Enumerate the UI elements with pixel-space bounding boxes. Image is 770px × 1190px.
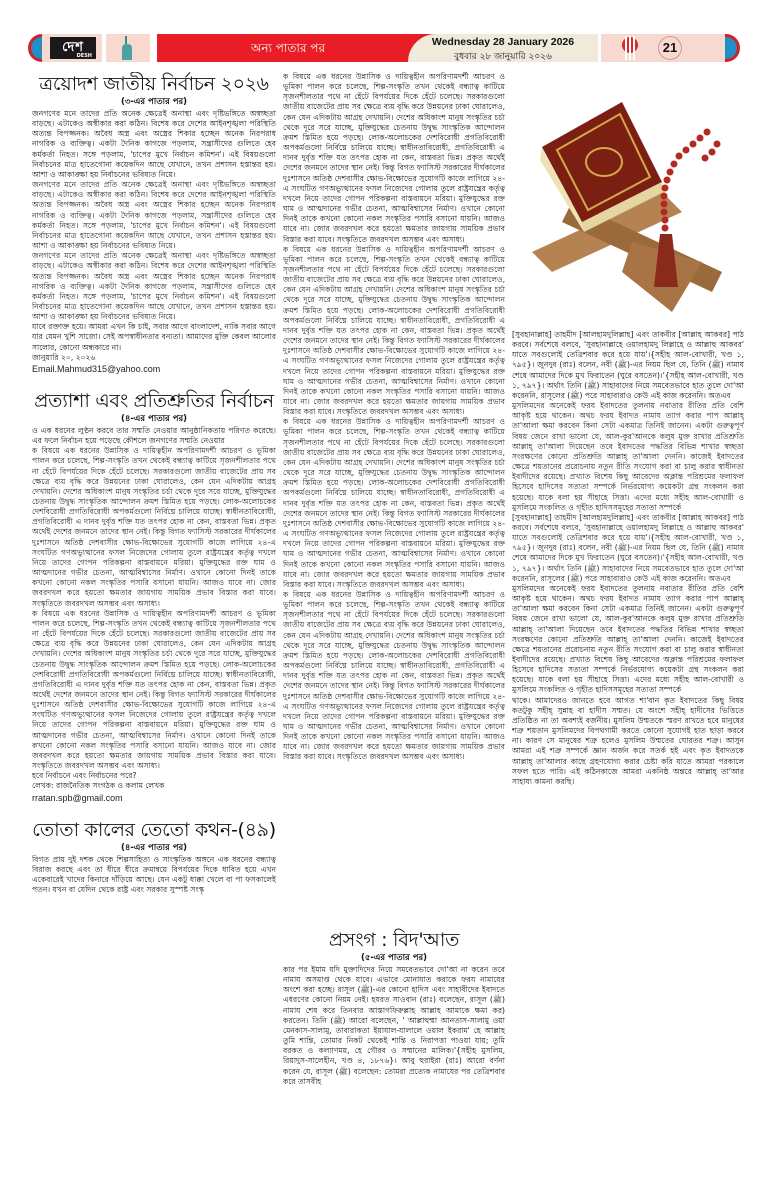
article-1-email[interactable]: Email.Mahmud315@yahoo.com <box>32 363 161 374</box>
article-5-mid: মুসলিমদের অনেকেই ফরয ইবাদতের তুলনায় নবাতার রীতির প্রতি বেশি আকৃষ্ট হয়ে থাকেন। অথচ ফরয ইবাদত নামায ত্যাগ করার পাপ আল্লাহ্ তা'আলা ক্ষমা করবেন কিনা সেটা একমাত্র তিনিই জানেন। একটা গুরুত্বপূর্ণ বিষয় জেনে রাখা ভালো যে, আল-কুর'আনকে কলুষ মুক্ত রাখার প্রতিশ্রুতি আল্লাহ্ তা'আলা দিয়েছেন তবে ইবাদতের পদ্ধতির বিভিন্ন শাখার স্বচ্ছতা সংরক্ষণের কোনো প্রতিশ্রুতি আল্লাহ্ তা'আলা দেননি। কাজেই ইবাদতের ক্ষেত্রে শয়তানের প্ররোচনায় নতুন রীতি সংযোগ করা বা চালু করার স্বাধীনতা ইবাদীদের রয়েছে। প্রখ্যাত বিশেষ কিছু আবেদের অক্লান্ত পরিশ্রমের ফলাফল হিসেবে হাদিসের সত্যতা সম্পর্কে নির্ভরযোগ্য কয়েকটা গ্রন্থ সংকলন করা হয়েছে। যাকে বলা হয় সীহাহে সিত্তা। এদের মধ্যে সহীহ আল-বোখারী ও মুসলিমে সংকলিত ও গৃহীত হাদিসসমূহের সত্যতা সম্পর্কে <box>512 583 744 695</box>
logo[interactable] <box>42 34 102 62</box>
article-5-ending: থাকে। আমাদেরও জানতে হবে আগত শা'বান কৃত ইবাদতের কিছু বিষয় কতটুকু সহীহ্ সুন্নাহ বা হাদীস সম্মত। যে অংশে সহীহ্ হাদীসের ভিত্তিতে প্রতিষ্ঠিত না তা অবশ্যই বর্জনীয়। মুসলিম উম্মতকে স্মরণ রাখতে হবে মানুষের শত্রু শয়তান মুসলিমদের বিপথগামী করতে কোনো সুযোগই হাত ছাড়া করবে না। কারণ সে মানুষের শত্রু হলেও মুসলিম উম্মতের ঘোরতর শত্রু। আসুন আমরা এই শত্রু সম্পর্কে জ্ঞান অর্জন করে সতর্ক হই এবং কৃত ইবাদতকে আল্লাহ্ তা'আলার কাছে গ্রহণযোগ্য করার চেষ্টা করি যাতে আমরা পরকালে সফল হতে পারি। এই কঠিনকাজে আমরা একনিষ্ঠ অন্তরে আল্লাহ্ তা'আর সাহায্য কামনা করছি। <box>512 695 744 786</box>
article-3-continued-body-2: ক বিষয়ে এক ধরনের উন্নাসিক ও দায়িত্বহীন অপরিণামদর্শী আচরণ ও ভূমিকা পালন করে চলেছে, শিল্প-সংস্কৃতি তখন থেকেই বন্ধ্যাত্ব কাটিয়ে সৃজনশীলতার পথে না হেঁটে বিপর্যয়ের দিকে হেঁটে চলেছে। সরকারগুলো জাতীয় বাজেটের প্রায় সব ক্ষেত্রে ব্যয় বৃদ্ধি করে উন্নয়নের ঢাকা ঘোরালেও, কেন যেন এদিকটায় আগ্রহ দেখায়নি। দেশের অধিকাংশ মানুষ সংস্কৃতির চর্চা থেকে দূরে সরে যাচ্ছে, মুক্তিযুদ্ধের চেতনায় উদ্বুদ্ধ সাংস্কৃতিক আন্দোলন ক্রমশ স্তিমিত হয়ে পড়ছে। লোক-অলোচকের দেশবিরোধী প্রগতিবিরোধী অপকর্মগুলো নির্বিঘ্নে চালিয়ে যাচ্ছে। স্বাধীনতাবিরোধী, প্রগতিবিরোধী এ দানব দুর্বৃত্ত শক্তি যত তৎপর হোক না কেন, বাস্তবতা ভিন্ন। প্রকৃত অর্থেই দেশের জনমনে তাদের স্থান নেই। কিন্তু বিগত ফ্যাসিস্ট সরকারের দীর্ঘকালের দুঃশাসনে অতিষ্ঠ দেশবাসীর ক্ষোভ-বিক্ষোভের সুযোগটি কাজে লাগিয়ে ২৪-এ সংঘটিত গণঅভ্যুত্থানের ফসল নিজেদের গোলায় তুলে রাষ্ট্রযন্ত্রের কর্তৃত্ব দখলে নিয়ে তাদের গোপন পরিকল্পনা বাস্তবায়নে মরিয়া। মুক্তিযুদ্ধের রক্ত ঘাম ও আত্মদানের গভীর চেতনা, আত্মবিশ্বাসের নির্মাণ। ওখানে কোনো দিনই তাকে কখনো কোনো নকল সংস্কৃতির পসারি বসানো যায়নি। আজও যাবে না। জোর জবরদখল করে হয়তো ক্ষমতার জায়গায় সাময়িক প্রভাব বিস্তার করা যাবে। সংস্কৃতিতে জবরদখল অসম্ভব এবং অসাধ্য। <box>283 244 505 417</box>
statue-of-liberty-icon <box>106 34 150 62</box>
article-1-continued: (৩-এর পাতার পর) <box>120 97 188 107</box>
article-2-author: লেখক: রাজনৈতিক সংগঠক ও কলাম লেখক <box>32 781 165 791</box>
header-left-cap <box>28 34 42 62</box>
article-2-headline: প্রত্যাশা এবং প্রতিশ্রুতির নির্বাচন <box>34 389 274 412</box>
article-3-continued: (৪-এর পাতার পর) <box>120 842 188 853</box>
logo-sub: DESH <box>76 53 92 59</box>
page-header <box>28 34 740 62</box>
article-1-body-continued: জনগণের মনে তাদের প্রতি অনেক ক্ষেত্রেই অনাস্থা এবং দৃষ্টিভঙ্গিতে অস্বচ্ছতা বাড়ছে। এটাকেও অস্বীকার করা কঠিন। বিশেষ করে দেশের আইনশৃঙ্খলা পরিস্থিতি অত্যন্ত বিপজ্জনক। অবৈধ অস্ত্র এবং অস্ত্রের শিকার হচ্ছেন অনেক নিরপরাধ নাগরিক ও ব্যক্তিত্ব। একটা দৈনিক কাগজে পড়লাম, সন্ত্রাসীদের গুলিতে হেব কর্মকর্তা নিহত। সঙ্গে পড়লাম, 'চাপের মুখে নির্বাচন কমিশন'। এই বিষয়গুলো নির্বাচনের মাত্র হাতেগোনা কয়েকদিন আছে যেখানে, তখন প্রশাসন হস্তান্তর হয়। আশা ও আকাঙ্ক্ষা হয় নির্বাচনের ভবিষ্যত নিয়ে। <box>32 180 276 251</box>
article-2-closing: হবে নির্বাচনে এবং নির্বাচনের পরে? <box>32 771 137 781</box>
article-3-continued-body-3: ক বিষয়ে এক ধরনের উন্নাসিক ও দায়িত্বহীন অপরিণামদর্শী আচরণ ও ভূমিকা পালন করে চলেছে, শিল্প-সংস্কৃতি তখন থেকেই বন্ধ্যাত্ব কাটিয়ে সৃজনশীলতার পথে না হেঁটে বিপর্যয়ের দিকে হেঁটে চলেছে। সরকারগুলো জাতীয় বাজেটের প্রায় সব ক্ষেত্রে ব্যয় বৃদ্ধি করে উন্নয়নের ঢাকা ঘোরালেও, কেন যেন এদিকটায় আগ্রহ দেখায়নি। দেশের অধিকাংশ মানুষ সংস্কৃতির চর্চা থেকে দূরে সরে যাচ্ছে, মুক্তিযুদ্ধের চেতনায় উদ্বুদ্ধ সাংস্কৃতিক আন্দোলন ক্রমশ স্তিমিত হয়ে পড়ছে। লোক-অলোচকের দেশবিরোধী প্রগতিবিরোধী অপকর্মগুলো নির্বিঘ্নে চালিয়ে যাচ্ছে। স্বাধীনতাবিরোধী, প্রগতিবিরোধী এ দানব দুর্বৃত্ত শক্তি যত তৎপর হোক না কেন, বাস্তবতা ভিন্ন। প্রকৃত অর্থেই দেশের জনমনে তাদের স্থান নেই। কিন্তু বিগত ফ্যাসিস্ট সরকারের দীর্ঘকালের দুঃশাসনে অতিষ্ঠ দেশবাসীর ক্ষোভ-বিক্ষোভের সুযোগটি কাজে লাগিয়ে ২৪-এ সংঘটিত গণঅভ্যুত্থানের ফসল নিজেদের গোলায় তুলে রাষ্ট্রযন্ত্রের কর্তৃত্ব দখলে নিয়ে তাদের গোপন পরিকল্পনা বাস্তবায়নে মরিয়া। মুক্তিযুদ্ধের রক্ত ঘাম ও আত্মদানের গভীর চেতনা, আত্মবিশ্বাসের নির্মাণ। ওখানে কোনো দিনই তাকে কখনো কোনো নকল সংস্কৃতির পসারি বসানো যায়নি। আজও যাবে না। জোর জবরদখল করে হয়তো ক্ষমতার জায়গায় সাময়িক প্রভাব বিস্তার করা যাবে। সংস্কৃতিতে জবরদখল অসম্ভব এবং অসাধ্য। <box>283 417 505 589</box>
article-2-body-continued: ক বিষয়ে এক ধরনের উন্নাসিক ও দায়িত্বহীন অপরিণামদর্শী আচরণ ও ভূমিকা পালন করে চলেছে, শিল্প-সংস্কৃতি তখন থেকেই বন্ধ্যাত্ব কাটিয়ে সৃজনশীলতার পথে না হেঁটে বিপর্যয়ের দিকে হেঁটে চলেছে। সরকারগুলো জাতীয় বাজেটের প্রায় সব ক্ষেত্রে ব্যয় বৃদ্ধি করে উন্নয়নের ঢাকা ঘোরালেও, কেন যেন এদিকটায় আগ্রহ দেখায়নি। দেশের অধিকাংশ মানুষ সংস্কৃতির চর্চা থেকে দূরে সরে যাচ্ছে, মুক্তিযুদ্ধের চেতনায় উদ্বুদ্ধ সাংস্কৃতিক আন্দোলন ক্রমশ স্তিমিত হয়ে পড়ছে। লোক-অলোচকের দেশবিরোধী প্রগতিবিরোধী অপকর্মগুলো নির্বিঘ্নে চালিয়ে যাচ্ছে। স্বাধীনতাবিরোধী, প্রগতিবিরোধী এ দানব দুর্বৃত্ত শক্তি যত তৎপর হোক না কেন, বাস্তবতা ভিন্ন। প্রকৃত অর্থেই দেশের জনমনে তাদের স্থান নেই। কিন্তু বিগত ফ্যাসিস্ট সরকারের দীর্ঘকালের দুঃশাসনে অতিষ্ঠ দেশবাসীর ক্ষোভ-বিক্ষোভের সুযোগটি কাজে লাগিয়ে ২৪-এ সংঘটিত গণঅভ্যুত্থানের ফসল নিজেদের গোলায় তুলে রাষ্ট্রযন্ত্রের কর্তৃত্ব দখলে নিয়ে তাদের গোপন পরিকল্পনা বাস্তবায়নে মরিয়া। মুক্তিযুদ্ধের রক্ত ঘাম ও আত্মদানের গভীর চেতনা, আত্মবিশ্বাসের নির্মাণ। ওখানে কোনো দিনই তাকে কখনো কোনো নকল সংস্কৃতির পসারি বসানো যায়নি। আজও যাবে না। জোর জবরদখল করে হয়তো ক্ষমতার জায়গায় সাময়িক প্রভাব বিস্তার করা যাবে। সংস্কৃতিতে জবরদখল অসম্ভব এবং অসাধ্য। <box>32 446 276 608</box>
date-bengali: বুধবার ২৮ জানুয়ারি ২০২৬ <box>454 52 552 62</box>
article-1-body-more: জনগণের মনে তাদের প্রতি অনেক ক্ষেত্রেই অনাস্থা এবং দৃষ্টিভঙ্গিতে অস্বচ্ছতা বাড়ছে। এটাকেও অস্বীকার করা কঠিন। বিশেষ করে দেশের আইনশৃঙ্খলা পরিস্থিতি অত্যন্ত বিপজ্জনক। অবৈধ অস্ত্র এবং অস্ত্রের শিকার হচ্ছেন অনেক নিরপরাধ নাগরিক ও ব্যক্তিত্ব। একটা দৈনিক কাগজে পড়লাম, সন্ত্রাসীদের গুলিতে হেব কর্মকর্তা নিহত। সঙ্গে পড়লাম, 'চাপের মুখে নির্বাচন কমিশন'। এই বিষয়গুলো নির্বাচনের মাত্র হাতেগোনা কয়েকদিন আছে যেখানে, তখন প্রশাসন হস্তান্তর হয়। আশা ও আকাঙ্ক্ষা হয় নির্বাচনের ভবিষ্যত নিয়ে। <box>32 251 276 322</box>
column-2 <box>283 72 505 920</box>
header-right-cap <box>725 34 740 62</box>
date-box <box>408 34 598 62</box>
article-3-headline: তোতা কালের তেতো কথন-(৪৯) <box>32 818 276 841</box>
article-1 <box>32 72 276 375</box>
article-1-date: জানুয়ারি ২০, ২০২৬ <box>32 352 96 362</box>
article-3 <box>32 818 276 896</box>
section-label: অন্য পাতার পর <box>250 41 326 55</box>
article-5 <box>512 330 744 1166</box>
article-2-body: ও এক ধরনের লুণ্ঠন করবে তার সম্মতি নেওয়ার আনুষ্ঠানিকতায় পরিণত করেছে। এর ফলে নির্বাচন হয়ে পড়েছে কৌশলে জনগণের সম্মতি নেওয়ার <box>32 425 276 446</box>
logo-text: দেশ <box>62 40 84 55</box>
quran-on-rehal-illustration <box>512 72 744 322</box>
article-4-headline: প্রসংগ : বিদ'আত <box>328 929 460 951</box>
article-2-email[interactable]: rratan.spb@gmail.com <box>32 792 123 803</box>
article-1-headline: ত্রয়োদশ জাতীয় নির্বাচন ২০২৬ <box>39 73 269 95</box>
article-2-body-more: ক বিষয়ে এক ধরনের উন্নাসিক ও দায়িত্বহীন অপরিণামদর্শী আচরণ ও ভূমিকা পালন করে চলেছে, শিল্প-সংস্কৃতি তখন থেকেই বন্ধ্যাত্ব কাটিয়ে সৃজনশীলতার পথে না হেঁটে বিপর্যয়ের দিকে হেঁটে চলেছে। সরকারগুলো জাতীয় বাজেটের প্রায় সব ক্ষেত্রে ব্যয় বৃদ্ধি করে উন্নয়নের ঢাকা ঘোরালেও, কেন যেন এদিকটায় আগ্রহ দেখায়নি। দেশের অধিকাংশ মানুষ সংস্কৃতির চর্চা থেকে দূরে সরে যাচ্ছে, মুক্তিযুদ্ধের চেতনায় উদ্বুদ্ধ সাংস্কৃতিক আন্দোলন ক্রমশ স্তিমিত হয়ে পড়ছে। লোক-অলোচকের দেশবিরোধী প্রগতিবিরোধী অপকর্মগুলো নির্বিঘ্নে চালিয়ে যাচ্ছে। স্বাধীনতাবিরোধী, প্রগতিবিরোধী এ দানব দুর্বৃত্ত শক্তি যত তৎপর হোক না কেন, বাস্তবতা ভিন্ন। প্রকৃত অর্থেই দেশের জনমনে তাদের স্থান নেই। কিন্তু বিগত ফ্যাসিস্ট সরকারের দীর্ঘকালের দুঃশাসনে অতিষ্ঠ দেশবাসীর ক্ষোভ-বিক্ষোভের সুযোগটি কাজে লাগিয়ে ২৪-এ সংঘটিত গণঅভ্যুত্থানের ফসল নিজেদের গোলায় তুলে রাষ্ট্রযন্ত্রের কর্তৃত্ব দখলে নিয়ে তাদের গোপন পরিকল্পনা বাস্তবায়নে মরিয়া। মুক্তিযুদ্ধের রক্ত ঘাম ও আত্মদানের গভীর চেতনা, আত্মবিশ্বাসের নির্মাণ। ওখানে কোনো দিনই তাকে কখনো কোনো নকল সংস্কৃতির পসারি বসানো যায়নি। আজও যাবে না। জোর জবরদখল করে হয়তো ক্ষমতার জায়গায় সাময়িক প্রভাব বিস্তার করা যাবে। সংস্কৃতিতে জবরদখল অসম্ভব এবং অসাধ্য। <box>32 608 276 771</box>
article-2-continued: (৪-এর পাতার পর) <box>120 413 188 424</box>
cricket-wicket-icon <box>621 36 639 60</box>
article-4 <box>283 928 505 1166</box>
article-3-continued-body-4: ক বিষয়ে এক ধরনের উন্নাসিক ও দায়িত্বহীন অপরিণামদর্শী আচরণ ও ভূমিকা পালন করে চলেছে, শিল্প-সংস্কৃতি তখন থেকেই বন্ধ্যাত্ব কাটিয়ে সৃজনশীলতার পথে না হেঁটে বিপর্যয়ের দিকে হেঁটে চলেছে। সরকারগুলো জাতীয় বাজেটের প্রায় সব ক্ষেত্রে ব্যয় বৃদ্ধি করে উন্নয়নের ঢাকা ঘোরালেও, কেন যেন এদিকটায় আগ্রহ দেখায়নি। দেশের অধিকাংশ মানুষ সংস্কৃতির চর্চা থেকে দূরে সরে যাচ্ছে, মুক্তিযুদ্ধের চেতনায় উদ্বুদ্ধ সাংস্কৃতিক আন্দোলন ক্রমশ স্তিমিত হয়ে পড়ছে। লোক-অলোচকের দেশবিরোধী প্রগতিবিরোধী অপকর্মগুলো নির্বিঘ্নে চালিয়ে যাচ্ছে। স্বাধীনতাবিরোধী, প্রগতিবিরোধী এ দানব দুর্বৃত্ত শক্তি যত তৎপর হোক না কেন, বাস্তবতা ভিন্ন। প্রকৃত অর্থেই দেশের জনমনে তাদের স্থান নেই। কিন্তু বিগত ফ্যাসিস্ট সরকারের দীর্ঘকালের দুঃশাসনে অতিষ্ঠ দেশবাসীর ক্ষোভ-বিক্ষোভের সুযোগটি কাজে লাগিয়ে ২৪-এ সংঘটিত গণঅভ্যুত্থানের ফসল নিজেদের গোলায় তুলে রাষ্ট্রযন্ত্রের কর্তৃত্ব দখলে নিয়ে তাদের গোপন পরিকল্পনা বাস্তবায়নে মরিয়া। মুক্তিযুদ্ধের রক্ত ঘাম ও আত্মদানের গভীর চেতনা, আত্মবিশ্বাসের নির্মাণ। ওখানে কোনো দিনই তাকে কখনো কোনো নকল সংস্কৃতির পসারি বসানো যায়নি। আজও যাবে না। জোর জবরদখল করে হয়তো ক্ষমতার জায়গায় সাময়িক প্রভাব বিস্তার করা যাবে। সংস্কৃতিতে জবরদখল অসম্ভব এবং অসাধ্য। <box>283 589 505 762</box>
column-1 <box>32 72 276 1167</box>
quran-book-icon <box>512 72 744 322</box>
article-1-body: জনগণের মনে তাদের প্রতি অনেক ক্ষেত্রেই অনাস্থা এবং দৃষ্টিভঙ্গিতে অস্বচ্ছতা বাড়ছে। এটাকেও অস্বীকার করা কঠিন। বিশেষ করে দেশের আইনশৃঙ্খলা পরিস্থিতি অত্যন্ত বিপজ্জনক। অবৈধ অস্ত্র এবং অস্ত্রের শিকার হচ্ছেন অনেক নিরপরাধ নাগরিক ও ব্যক্তিত্ব। একটা দৈনিক কাগজে পড়লাম, সন্ত্রাসীদের গুলিতে হেব কর্মকর্তা নিহত। সঙ্গে পড়লাম, 'চাপের মুখে নির্বাচন কমিশন'। এই বিষয়গুলো নির্বাচনের মাত্র হাতেগোনা কয়েকদিন আছে যেখানে, তখন প্রশাসন হস্তান্তর হয়। আশা ও আকাঙ্ক্ষা হয় নির্বাচনের ভবিষ্যত নিয়ে। <box>32 109 276 179</box>
article-4-body: কার পর ইমাম যদি মুক্তাদিদের নিয়ে সমবেতভাবে দো'আ না করেন তবে নামায অসমাপ্ত থেকে যাবে। এভাবে মোনাযাত করাকে ফরয নামাযের অংশে করা হচ্ছে। রাসূল (ﷺ)-এর কোনো হাদিস এবং সাহাবীদের ইবাদতে এধরণের কোনো নিয়ম নেই। হযরত সাওবান (রাঃ) বলেছেন, রাসূল (ﷺ) নামায শেষ করে তিনবার আস্তাগফিরুল্লাহ আল্লাহ আমাকে ক্ষমা কর) করতেন। তিনি (ﷺ) আরো বলেছেন, ' আল্লাহুম্মা আনতাস-সালামু ওয়া মেনকাস-সালামু, তাবারাকতা ইয়াযাল-যালালে ওয়াল ইকরাম' হে আল্লাহ তুমি শান্তি, তোমার নিকট থেকেই শান্তি ও নিরাপত্তা পাওয়া যায়; তুমি বরকত ও কল্যাণময়, হে গৌরব ও সম্মানের মালিক।'{সহীহ মুসলিম, রিয়াদুস-সালেহীন, খণ্ড ৪, ১৮৭৬}। আবু হুরাইরা (রাঃ) আরো বর্ণনা করেন যে, রাসূল (ﷺ) বলেছেন: তোমরা প্রত্যেক নামাযের পর তেত্রিশবার করে তাসবীহ <box>283 965 505 1086</box>
article-2 <box>32 389 276 804</box>
article-1-closing: যাবে রক্তাক্ত হয়ে। আমরা এখন কি চাই, সবার আগে বাংলাদেশ, নাকি সবার আগে যার যেমন খুশি সাজো। সেই অপস্বাধীনতার বন্যতা। আমাদের মুক্তি কেবল আলোর সালোর, কোনো অন্ধকারে না। <box>32 322 276 352</box>
page-number-box <box>601 34 725 62</box>
article-4-continued: (৫-এর পাতার পর) <box>360 953 428 963</box>
page-number: 21 <box>658 36 682 60</box>
article-5-body: [সুবহানাল্লাহ] তাহমীদ [আলহামদুলিল্লাহ] এবং তাকবীর [আল্লাহ আকবর] পাঠ করবে। সর্বশেষে বলবে, 'সুবহানাল্লাহে ওয়ালহামদু লিল্লাহে ও আল্লাহু আকবর' যাতে সবগুলোই তেত্রিশবার করে হয়ে যায়'।{সহীহ আল-বোখারী, খণ্ড ১, ৭৯৫}। জুনদুব (রাঃ) বলেন, নবী (ﷺ)-এর নিয়ম ছিল যে, তিনি (ﷺ) নামায শেষে আমাদের দিকে মুখ ফিরাতেন (ঘুরে বসতেন)।'{সহীহ আল-বোখারী, খণ্ড ১, ৭৯৭}। অর্থাৎ তিনি (ﷺ) সাহাবাদের নিয়ে সমবেতভাবে হাত তুলে দো'আ করেননি, রাসূলের (ﷺ) পরে সাহাবারাও কেউ এই কাজ করেননি। অতএব <box>512 330 744 400</box>
date-english: Wednesday 28 January 2026 <box>431 36 575 48</box>
logo-mark <box>50 37 96 59</box>
article-3-body: বিগত প্রায় দুই দশক থেকে শিল্পসাহিত্য ও সাংস্কৃতিক অঙ্গনে এক ধরনের বন্ধ্যাত্ব বিরাজ করছে এবং তা ধীরে ধীরে ক্রমান্বয়ে বিপর্যয়ের দিকে ধাবিত হয়ে এখন একেবারেই খাদের কিনারে দাঁড়িয়ে আছে। যেন একটু ধাক্কা খেলে বা পা ফসকালেই পতন। যখন বা যেদিন থেকে রাষ্ট্র এবং সরকার সুস্পষ্ট সংস্কৃ <box>32 854 276 894</box>
article-5-body-more: [সুবহানাল্লাহ] তাহমীদ [আলহামদুলিল্লাহ] এবং তাকবীর [আল্লাহ আকবর] পাঠ করবে। সর্বশেষে বলবে, 'সুবহানাল্লাহে ওয়ালহামদু লিল্লাহে ও আল্লাহু আকবর' যাতে সবগুলোই তেত্রিশবার করে হয়ে যায়'।{সহীহ আল-বোখারী, খণ্ড ১, ৭৯৫}। জুনদুব (রাঃ) বলেন, নবী (ﷺ)-এর নিয়ম ছিল যে, তিনি (ﷺ) নামায শেষে আমাদের দিকে মুখ ফিরাতেন (ঘুরে বসতেন)।'{সহীহ আল-বোখারী, খণ্ড ১, ৭৯৭}। অর্থাৎ তিনি (ﷺ) সাহাবাদের নিয়ে সমবেতভাবে হাত তুলে দো'আ করেননি, রাসূলের (ﷺ) পরে সাহাবারাও কেউ এই কাজ করেননি। অতএব <box>512 512 744 583</box>
article-5-body-continued: মুসলিমদের অনেকেই ফরয ইবাদতের তুলনায় নবাতার রীতির প্রতি বেশি আকৃষ্ট হয়ে থাকেন। অথচ ফরয ইবাদত নামায ত্যাগ করার পাপ আল্লাহ্ তা'আলা ক্ষমা করবেন কিনা সেটা একমাত্র তিনিই জানেন। একটা গুরুত্বপূর্ণ বিষয় জেনে রাখা ভালো যে, আল-কুর'আনকে কলুষ মুক্ত রাখার প্রতিশ্রুতি আল্লাহ্ তা'আলা দিয়েছেন তবে ইবাদতের পদ্ধতির বিভিন্ন শাখার স্বচ্ছতা সংরক্ষণের কোনো প্রতিশ্রুতি আল্লাহ্ তা'আলা দেননি। কাজেই ইবাদতের ক্ষেত্রে শয়তানের প্ররোচনায় নতুন রীতি সংযোগ করা বা চালু করার স্বাধীনতা ইবাদীদের রয়েছে। প্রখ্যাত বিশেষ কিছু আবেদের অক্লান্ত পরিশ্রমের ফলাফল হিসেবে হাদিসের সত্যতা সম্পর্কে নির্ভরযোগ্য কয়েকটা গ্রন্থ সংকলন করা হয়েছে। যাকে বলা হয় সীহাহে সিত্তা। এদের মধ্যে সহীহ আল-বোখারী ও মুসলিমে সংকলিত ও গৃহীত হাদিসসমূহের সত্যতা সম্পর্কে <box>512 401 744 512</box>
article-3-continued-body: ক বিষয়ে এক ধরনের উন্নাসিক ও দায়িত্বহীন অপরিণামদর্শী আচরণ ও ভূমিকা পালন করে চলেছে, শিল্প-সংস্কৃতি তখন থেকেই বন্ধ্যাত্ব কাটিয়ে সৃজনশীলতার পথে না হেঁটে বিপর্যয়ের দিকে হেঁটে চলেছে। সরকারগুলো জাতীয় বাজেটের প্রায় সব ক্ষেত্রে ব্যয় বৃদ্ধি করে উন্নয়নের ঢাকা ঘোরালেও, কেন যেন এদিকটায় আগ্রহ দেখায়নি। দেশের অধিকাংশ মানুষ সংস্কৃতির চর্চা থেকে দূরে সরে যাচ্ছে, মুক্তিযুদ্ধের চেতনায় উদ্বুদ্ধ সাংস্কৃতিক আন্দোলন ক্রমশ স্তিমিত হয়ে পড়ছে। লোক-অলোচকের দেশবিরোধী প্রগতিবিরোধী অপকর্মগুলো নির্বিঘ্নে চালিয়ে যাচ্ছে। স্বাধীনতাবিরোধী, প্রগতিবিরোধী এ দানব দুর্বৃত্ত শক্তি যত তৎপর হোক না কেন, বাস্তবতা ভিন্ন। প্রকৃত অর্থেই দেশের জনমনে তাদের স্থান নেই। কিন্তু বিগত ফ্যাসিস্ট সরকারের দীর্ঘকালের দুঃশাসনে অতিষ্ঠ দেশবাসীর ক্ষোভ-বিক্ষোভের সুযোগটি কাজে লাগিয়ে ২৪-এ সংঘটিত গণঅভ্যুত্থানের ফসল নিজেদের গোলায় তুলে রাষ্ট্রযন্ত্রের কর্তৃত্ব দখলে নিয়ে তাদের গোপন পরিকল্পনা বাস্তবায়নে মরিয়া। মুক্তিযুদ্ধের রক্ত ঘাম ও আত্মদানের গভীর চেতনা, আত্মবিশ্বাসের নির্মাণ। ওখানে কোনো দিনই তাকে কখনো কোনো নকল সংস্কৃতির পসারি বসানো যায়নি। আজও যাবে না। জোর জবরদখল করে হয়তো ক্ষমতার জায়গায় সাময়িক প্রভাব বিস্তার করা যাবে। সংস্কৃতিতে জবরদখল অসম্ভব এবং অসাধ্য। <box>283 72 505 244</box>
